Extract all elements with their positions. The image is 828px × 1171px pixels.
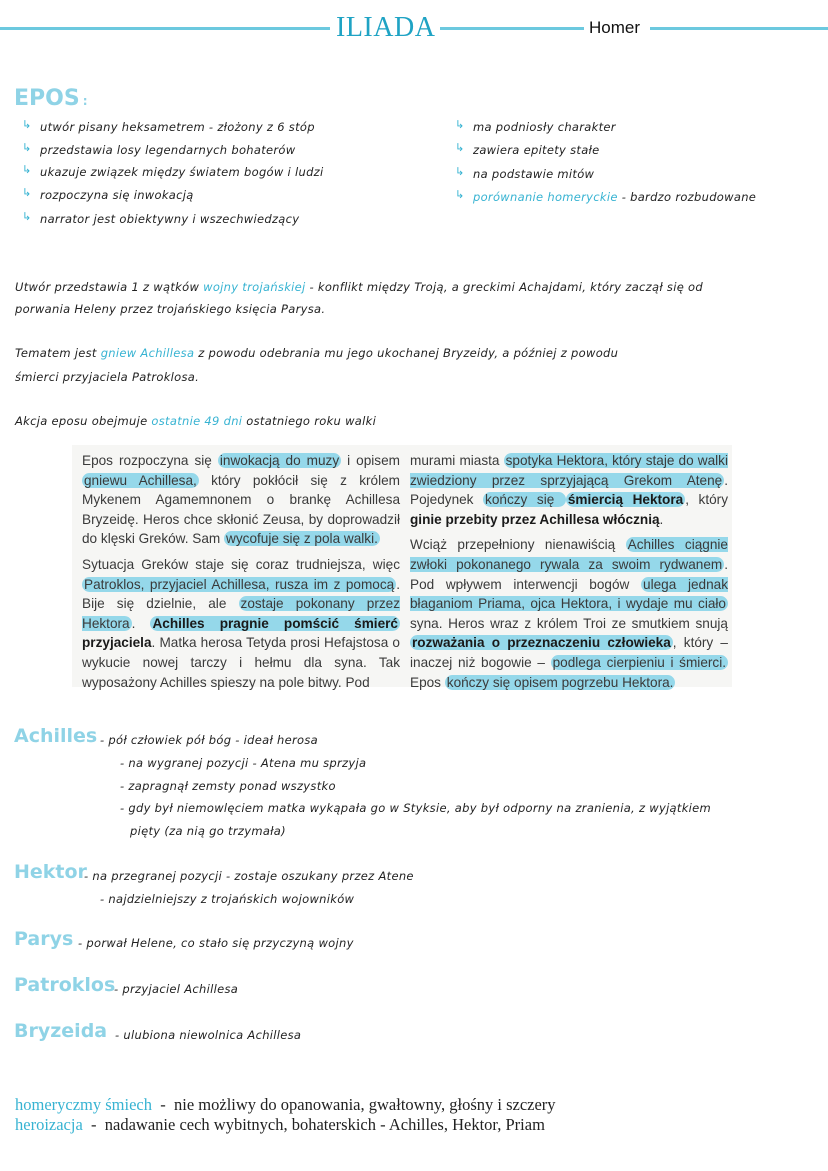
character-trait: - przyjaciel Achillesa	[114, 982, 239, 996]
author-label: Homer	[589, 18, 641, 37]
highlighted-text: Patroklos, przyjaciel Achillesa, rusza im z pomocą	[84, 576, 395, 592]
excerpt-paragraph	[410, 451, 728, 529]
text-segment: przyjaciela	[82, 635, 152, 651]
excerpt-column-left	[82, 451, 400, 698]
excerpt-paragraph	[410, 535, 728, 692]
highlighted-text: Achilles pragnie pomścić śmierć	[152, 615, 398, 631]
text-segment: ma podniosły charakter	[473, 120, 616, 134]
highlighted-text: ulega jednak błaganiom Priama, ojca Hektora, i wydaje mu ciało	[410, 576, 728, 612]
textbook-excerpt	[72, 445, 732, 690]
character-trait: - ulubiona niewolnica Achillesa	[115, 1028, 302, 1042]
text-segment: murami miasta	[410, 453, 504, 468]
paragraph-line	[15, 346, 618, 360]
highlighted-text: kończy się	[485, 492, 564, 508]
character-trait: - pół człowiek pół bóg - ideał herosa	[100, 733, 319, 747]
character-trait-continued: pięty (za nią go trzymała)	[130, 824, 286, 838]
epos-feature	[473, 143, 600, 157]
header-line-left	[0, 27, 330, 30]
text-segment: porwania Heleny przez trojańskiego księcia Parysa.	[15, 302, 326, 316]
text-segment: .	[659, 511, 664, 527]
epos-feature: narrator jest obiektywny i wszechwiedzący	[40, 212, 300, 226]
paragraph-line	[15, 414, 376, 428]
arrow-icon: ↳	[22, 186, 32, 199]
paragraph-line	[15, 302, 325, 316]
epos-colon: :	[82, 94, 88, 108]
definition-text: nie możliwy do opanowania, gwałtowny, głośny i szczery	[174, 1095, 556, 1114]
character-name: Bryzeida	[14, 1020, 108, 1042]
text-segment: śmierci przyjaciela Patroklosa.	[15, 370, 200, 384]
highlighted-text: Achilles ciągnie zwłoki pokonanego rywala za swoim rydwanem	[410, 537, 728, 572]
text-segment: , który	[685, 492, 728, 508]
text-segment: Akcja eposu obejmuje	[15, 414, 152, 428]
definition-term: heroizacja	[15, 1115, 83, 1134]
text-segment: - bardzo rozbudowane	[617, 190, 757, 204]
text-segment: gniew Achillesa	[100, 346, 195, 360]
character-trait: - gdy był niemowlęciem matka wykąpała go w Styksie, aby był odporny na zranienia, z wyjątkiem	[120, 801, 712, 815]
paragraph-line	[15, 370, 199, 384]
text-segment: Tematem jest	[15, 346, 101, 360]
character-name: Parys	[14, 928, 74, 950]
text-segment: . Pod wpływem interwencji bogów	[410, 556, 728, 592]
highlighted-text: śmiercią Hektora	[567, 492, 684, 508]
highlighted-text: zostaje pokonany przez Hektora	[82, 596, 401, 631]
arrow-icon: ↳	[455, 188, 465, 201]
epos-feature: rozpoczyna się inwokacją	[40, 188, 194, 202]
definition	[15, 1095, 556, 1115]
text-segment: Sytuacja Greków staje się coraz trudniejsza, więc	[82, 556, 400, 572]
text-segment: .	[131, 615, 151, 631]
epos-feature	[473, 167, 594, 181]
text-segment: wojny trojańskiej	[203, 280, 306, 294]
text-segment: Epos	[410, 674, 445, 690]
arrow-icon: ↳	[22, 163, 32, 176]
text-segment: zawiera epitety stałe	[473, 143, 600, 157]
excerpt-paragraph	[82, 555, 400, 692]
text-segment: porównanie homeryckie	[473, 190, 618, 204]
text-segment: . Pojedynek	[410, 472, 728, 508]
highlighted-text: spotyka Hektora, który staje do walki zwiedziony przez sprzyjającą Grekom Atenę	[410, 453, 729, 488]
arrow-icon: ↳	[455, 165, 465, 178]
text-segment: Epos rozpoczyna się	[82, 453, 218, 468]
epos-feature	[473, 120, 616, 134]
header-line-right	[650, 27, 828, 30]
epos-feature: utwór pisany heksametrem - złożony z 6 stóp	[40, 120, 315, 134]
text-segment: Wciąż przepełniony nienawiścią	[410, 537, 626, 553]
excerpt-paragraph	[82, 451, 400, 549]
text-segment: który pokłócił się z królem Mykenem Agamemnonem o brankę Achillesa Bryzeidę. Heros chce skłonić Zeusa, by doprowadził do klęski Greków. Sam	[82, 472, 400, 547]
arrow-icon: ↳	[22, 210, 32, 223]
character-name: Patroklos	[14, 974, 116, 996]
character-trait: - najdzielniejszy z trojańskich wojowników	[100, 892, 355, 906]
highlighted-text: gniewu Achillesa,	[84, 472, 197, 488]
definition-separator: -	[82, 1115, 105, 1134]
epos-heading-text: EPOS	[14, 86, 80, 111]
epos-feature	[473, 190, 756, 204]
highlighted-text: wycofuje się z pola walki.	[226, 531, 378, 547]
epos-heading	[14, 86, 88, 111]
arrow-icon: ↳	[455, 141, 465, 154]
arrow-icon: ↳	[22, 118, 32, 131]
character-trait: - na przegranej pozycji - zostaje oszukany przez Atene	[84, 869, 414, 883]
epos-feature: przedstawia losy legendarnych bohaterów	[40, 143, 296, 157]
text-segment: na podstawie mitów	[473, 167, 595, 181]
character-name: Achilles	[14, 725, 98, 747]
text-segment: Utwór przedstawia 1 z wątków	[15, 280, 204, 294]
definition-separator: -	[152, 1095, 174, 1114]
text-segment: . Matka herosa Tetyda prosi Hefajstosa o wykucie nowej tarczy i hełmu dla syna. Tak wyposażony Achilles spieszy na pole bitwy. Pod	[82, 635, 400, 690]
character-trait: - na wygranej pozycji - Atena mu sprzyja	[120, 756, 367, 770]
character-trait: - porwał Helene, co stało się przyczyną wojny	[78, 936, 354, 950]
arrow-icon: ↳	[455, 118, 465, 131]
character-trait: - zapragnął zemsty ponad wszystko	[120, 779, 336, 793]
text-segment: i opisem	[341, 453, 400, 468]
highlighted-text: inwokacją do muzy	[219, 453, 340, 468]
highlighted-text: podlega cierpieniu i śmierci.	[552, 654, 726, 670]
text-segment: , który – inaczej niż bogowie –	[410, 635, 728, 670]
highlighted-text: kończy się opisem pogrzebu Hektora.	[446, 674, 674, 690]
page-title: ILIADA	[336, 12, 436, 43]
text-segment: z powodu odebrania mu jego ukochanej Bryzeidy, a później z powodu	[194, 346, 619, 360]
header-line-middle	[440, 27, 584, 30]
epos-feature: ukazuje związek między światem bogów i ludzi	[40, 165, 324, 179]
text-segment: . Bije się dzielnie, ale	[82, 576, 400, 612]
definition-text: nadawanie cech wybitnych, bohaterskich - Achilles, Hektor, Priam	[104, 1115, 545, 1134]
definition	[15, 1115, 545, 1135]
arrow-icon: ↳	[22, 141, 32, 154]
text-segment: ostatniego roku walki	[242, 414, 377, 428]
excerpt-column-right	[410, 451, 728, 698]
highlighted-text: rozważania o przeznaczeniu człowieka	[412, 635, 671, 651]
definition-term: homeryczmy śmiech	[15, 1095, 152, 1114]
paragraph-line	[15, 280, 703, 294]
text-segment: ginie przebity przez Achillesa włócznią	[410, 511, 660, 527]
text-segment: - konflikt między Troją, a greckimi Achajdami, który zaczął się od	[305, 280, 703, 294]
text-segment: syna. Heros wraz z królem Troi ze smutkiem snują	[410, 615, 728, 631]
text-segment: ostatnie 49 dni	[151, 414, 243, 428]
character-name: Hektor	[14, 861, 87, 883]
